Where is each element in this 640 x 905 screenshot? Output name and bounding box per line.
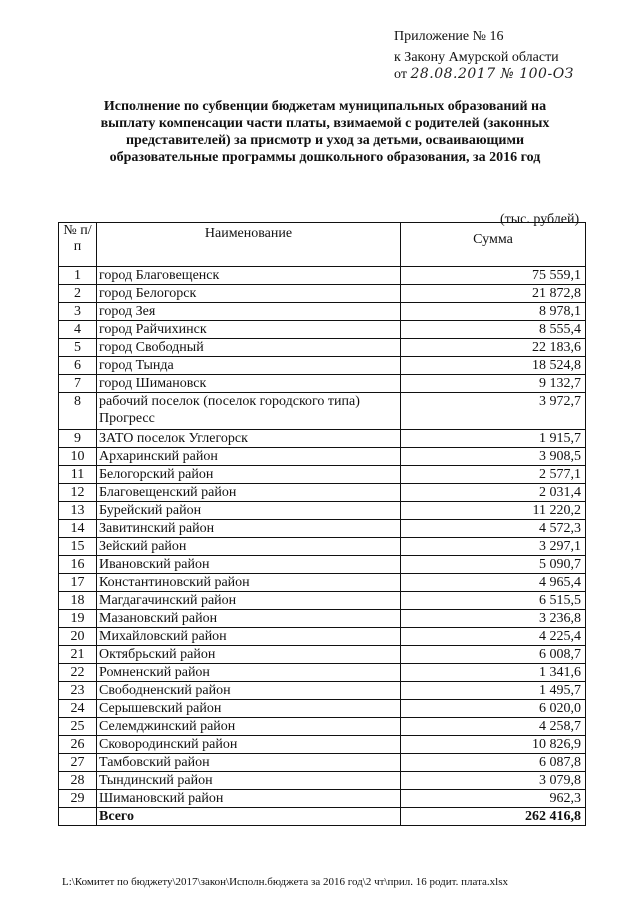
row-num: 15 [59,538,97,556]
table-row [59,357,586,375]
row-num: 12 [59,484,97,502]
table-body [59,267,586,808]
table-row [59,592,586,610]
row-name: рабочий поселок (поселок городского типа) Прогресс [97,393,401,430]
row-sum: 1 915,7 [401,430,586,448]
table-row [59,375,586,393]
row-name: Тамбовский район [97,754,401,772]
table-row [59,646,586,664]
row-name: ЗАТО поселок Углегорск [97,430,401,448]
unit-label: (тыс. рублей) [500,212,580,227]
row-num: 24 [59,700,97,718]
table-row [59,321,586,339]
table-row [59,484,586,502]
row-sum: 3 079,8 [401,772,586,790]
row-name: город Благовещенск [97,267,401,285]
budget-table [58,222,586,826]
row-name: город Зея [97,303,401,321]
row-sum: 6 515,5 [401,592,586,610]
table-row [59,303,586,321]
row-name: Завитинский район [97,520,401,538]
table-row [59,700,586,718]
row-num: 13 [59,502,97,520]
row-sum: 3 236,8 [401,610,586,628]
row-name: Магдагачинский район [97,592,401,610]
row-num: 14 [59,520,97,538]
row-name: Константиновский район [97,574,401,592]
table-row [59,285,586,303]
table-row [59,628,586,646]
row-sum: 6 008,7 [401,646,586,664]
total-num-cell [59,808,97,826]
handwritten-date: 28.08.2017 № 100-ОЗ [410,66,574,82]
row-sum: 9 132,7 [401,375,586,393]
table-row [59,682,586,700]
row-sum: 4 258,7 [401,718,586,736]
row-name: Белогорский район [97,466,401,484]
table-row [59,664,586,682]
row-name: Ромненский район [97,664,401,682]
col-header-name: Наименование [97,223,401,267]
row-name: Тындинский район [97,772,401,790]
row-sum: 2 031,4 [401,484,586,502]
row-name: Свободненский район [97,682,401,700]
row-sum: 3 297,1 [401,538,586,556]
row-sum: 4 225,4 [401,628,586,646]
row-sum: 2 577,1 [401,466,586,484]
table-row [59,718,586,736]
row-num: 29 [59,790,97,808]
row-sum: 1 341,6 [401,664,586,682]
row-sum: 22 183,6 [401,339,586,357]
row-name: город Шимановск [97,375,401,393]
row-name: город Тында [97,357,401,375]
table-header-row [59,223,586,267]
table-row [59,339,586,357]
row-num: 6 [59,357,97,375]
row-name: Бурейский район [97,502,401,520]
row-name: город Белогорск [97,285,401,303]
table-row [59,448,586,466]
row-num: 19 [59,610,97,628]
row-name: город Свободный [97,339,401,357]
row-num: 9 [59,430,97,448]
total-sum: 262 416,8 [401,808,586,826]
col-header-sum: Сумма [401,223,586,267]
row-sum: 5 090,7 [401,556,586,574]
table-row [59,610,586,628]
row-name: Октябрьский район [97,646,401,664]
row-sum: 3 908,5 [401,448,586,466]
table-row [59,520,586,538]
table-row [59,556,586,574]
row-num: 23 [59,682,97,700]
row-sum: 18 524,8 [401,357,586,375]
date-prefix: от [394,67,407,82]
row-num: 16 [59,556,97,574]
row-num: 27 [59,754,97,772]
row-name: Серышевский район [97,700,401,718]
row-num: 11 [59,466,97,484]
row-sum: 8 555,4 [401,321,586,339]
row-num: 28 [59,772,97,790]
table-row [59,267,586,285]
row-num: 3 [59,303,97,321]
row-num: 17 [59,574,97,592]
row-name: Селемджинский район [97,718,401,736]
row-name: город Райчихинск [97,321,401,339]
table-row [59,430,586,448]
row-num: 2 [59,285,97,303]
row-num: 26 [59,736,97,754]
law-label: к Закону Амурской области [394,50,559,65]
row-sum: 11 220,2 [401,502,586,520]
row-sum: 21 872,8 [401,285,586,303]
row-num: 4 [59,321,97,339]
row-name: Шимановский район [97,790,401,808]
row-sum: 3 972,7 [401,393,586,430]
row-num: 8 [59,393,97,430]
file-path-footer: L:\Комитет по бюджету\2017\закон\Исполн.бюджета за 2016 год\2 чт\прил. 16 родит. плата.xlsx [62,876,509,888]
table-row [59,736,586,754]
row-name: Михайловский район [97,628,401,646]
row-sum: 4 965,4 [401,574,586,592]
row-num: 21 [59,646,97,664]
row-sum: 75 559,1 [401,267,586,285]
table-row [59,393,586,430]
row-num: 10 [59,448,97,466]
row-num: 7 [59,375,97,393]
row-num: 18 [59,592,97,610]
row-num: 20 [59,628,97,646]
row-sum: 4 572,3 [401,520,586,538]
row-num: 1 [59,267,97,285]
law-date [394,66,574,83]
row-sum: 1 495,7 [401,682,586,700]
table-row [59,790,586,808]
table-row [59,538,586,556]
row-num: 25 [59,718,97,736]
table-row [59,502,586,520]
row-sum: 8 978,1 [401,303,586,321]
row-sum: 6 087,8 [401,754,586,772]
table-row [59,772,586,790]
row-num: 22 [59,664,97,682]
row-name: Благовещенский район [97,484,401,502]
row-name: Зейский район [97,538,401,556]
document-title: Исполнение по субвенции бюджетам муниципальных образований на выплату компенсации части платы, взимаемой с родителей (законных представителей) за присмотр и уход за детьми, осваивающими образовательные программы дошкольного образования, за 2016 год [100,99,550,165]
total-label: Всего [97,808,401,826]
row-num: 5 [59,339,97,357]
row-sum: 10 826,9 [401,736,586,754]
row-sum: 962,3 [401,790,586,808]
row-name: Сковородинский район [97,736,401,754]
col-header-num: № п/п [59,223,97,267]
row-sum: 6 020,0 [401,700,586,718]
table-row [59,466,586,484]
total-row [59,808,586,826]
row-name: Архаринский район [97,448,401,466]
table-row [59,574,586,592]
table-row [59,754,586,772]
row-name: Мазановский район [97,610,401,628]
appendix-label: Приложение № 16 [394,29,504,44]
row-name: Ивановский район [97,556,401,574]
